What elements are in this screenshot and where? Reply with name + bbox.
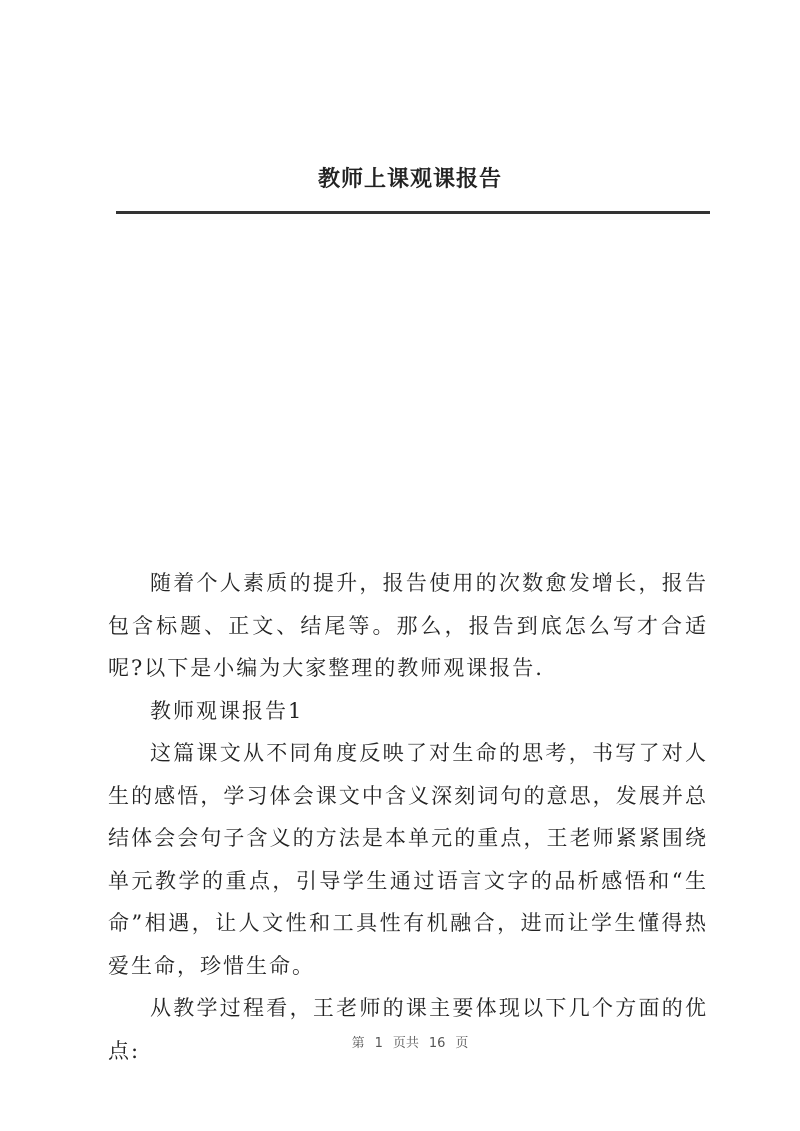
paragraph-body: 从教学过程看，王老师的课主要体现以下几个方面的优点: bbox=[108, 996, 708, 1063]
section-heading: 教师观课报告1 bbox=[150, 698, 304, 723]
footer-prefix: 第 bbox=[351, 1036, 365, 1051]
footer-total-pages: 16 bbox=[428, 1036, 446, 1051]
footer-suffix: 页 bbox=[455, 1036, 469, 1051]
page-title: 教师上课观课报告 bbox=[317, 166, 502, 192]
footer-page-number: 1 bbox=[374, 1036, 383, 1051]
title-divider bbox=[116, 211, 710, 214]
footer-middle: 页共 bbox=[392, 1036, 419, 1051]
paragraph-body: 这篇课文从不同角度反映了对生命的思考，书写了对人生的感悟，学习体会课文中含义深刻词句的意思，发展并总结体会会句子含义的方法是本单元的重点，王老师紧紧围绕单元教学的重点，引导学生通过语言文字的品析感悟和“生命”相遇，让人文性和工具性有机融合，进而让学生懂得热爱生命，珍惜生命。 bbox=[108, 741, 708, 978]
paragraph-intro: 随着个人素质的提升，报告使用的次数愈发增长，报告包含标题、正文、结尾等。那么，报告到底怎么写才合适呢?以下是小编为大家整理的教师观课报告. bbox=[108, 571, 708, 680]
page-footer bbox=[0, 1032, 800, 1051]
document-body bbox=[108, 562, 708, 1072]
